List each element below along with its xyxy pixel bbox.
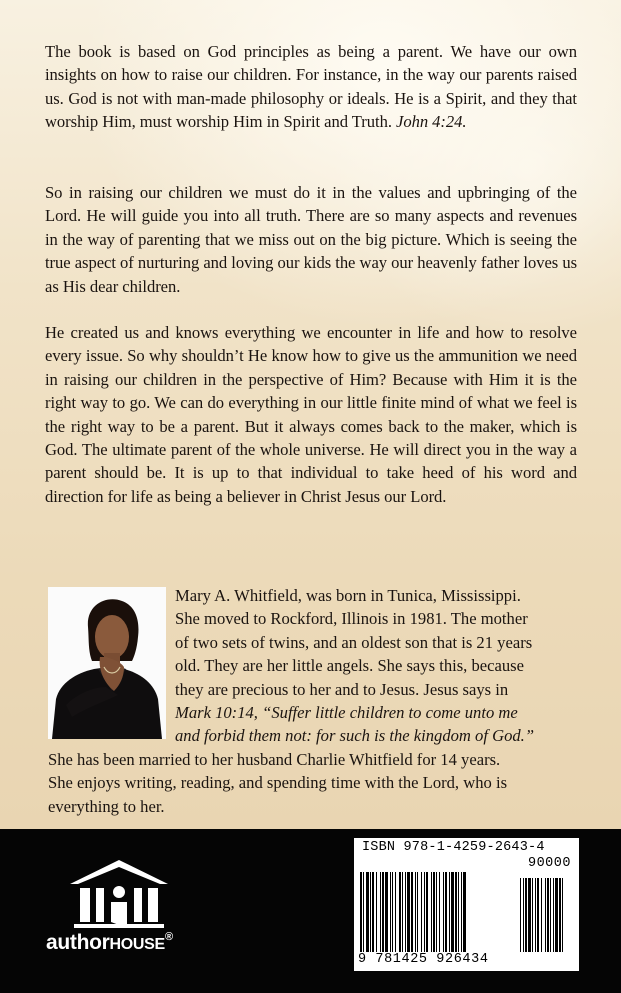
bio-line: of two sets of twins, and an oldest son that is 21 years bbox=[175, 632, 533, 652]
isbn-barcode bbox=[354, 838, 579, 971]
synopsis-paragraph-3: He created us and knows everything we encounter in life and how to resolve every issue. So why shouldn’t He know how to give us the ammunition we need in raising our children in the perspective of Him? Because with Him it is the right way to go. We can do everything in our little finite mind of what we feel is the right way to be a parent. But it always comes back to the maker, which is God. The ultimate parent of the whole universe. He will direct you in the way a parent should be. It is up to that individual to take heed of his word and direction for life as being a believer in Christ Jesus our Lord. bbox=[45, 323, 577, 506]
bio-verse-line: Mark 10:14, “Suffer little children to come unto me bbox=[175, 703, 518, 723]
bio-line: She has been married to her husband Charlie Whitfield for 14 years. bbox=[48, 749, 501, 769]
synopsis-paragraph-1: The book is based on God principles as being a parent. We have our own insights on how to raise our children. For instance, in the way our parents raised us. God is not with man-made philosophy or ideals. He is a Spirit, and they that worship Him, must worship Him in Spirit and Truth. John 4:24. bbox=[45, 42, 577, 132]
bio-line: She enjoys writing, reading, and spending time with the Lord, who is bbox=[48, 773, 508, 793]
bio-verse-line: and forbid them not: for such is the kingdom of God.” bbox=[175, 726, 535, 746]
publisher-logo bbox=[46, 858, 216, 968]
isbn-label: ISBN 978-1-4259-2643-4 bbox=[362, 840, 545, 855]
bio-line: She moved to Rockford, Illinois in 1981. The mother bbox=[175, 609, 528, 629]
house-logo-icon bbox=[64, 858, 174, 930]
bio-line: everything to her. bbox=[48, 796, 165, 816]
scripture-reference: John 4:24. bbox=[396, 112, 467, 132]
ean-digits: 9 781425 926434 bbox=[358, 952, 489, 967]
bio-line: old. They are her little angels. She says this, because bbox=[175, 656, 524, 676]
author-bio bbox=[48, 584, 576, 818]
bio-line: they are precious to her and to Jesus. Jesus says in bbox=[175, 679, 509, 699]
verse-reference: Mark 10:14, bbox=[175, 703, 258, 723]
publisher-name: authorHOUSE® bbox=[46, 931, 173, 954]
bio-line: Mary A. Whitfield, was born in Tunica, Mississippi. bbox=[175, 586, 521, 605]
price-addon: 90000 bbox=[527, 856, 571, 871]
synopsis-paragraph-2: So in raising our children we must do it in the values and upbringing of the Lord. He will guide you into all truth. There are so many aspects and revenues in the way of parenting that we miss out on the big picture. Which is seeing the true aspect of nurturing and loving our kids the way our heavenly father loves us as His dear children. bbox=[45, 183, 577, 296]
barcode-bars bbox=[360, 872, 573, 952]
